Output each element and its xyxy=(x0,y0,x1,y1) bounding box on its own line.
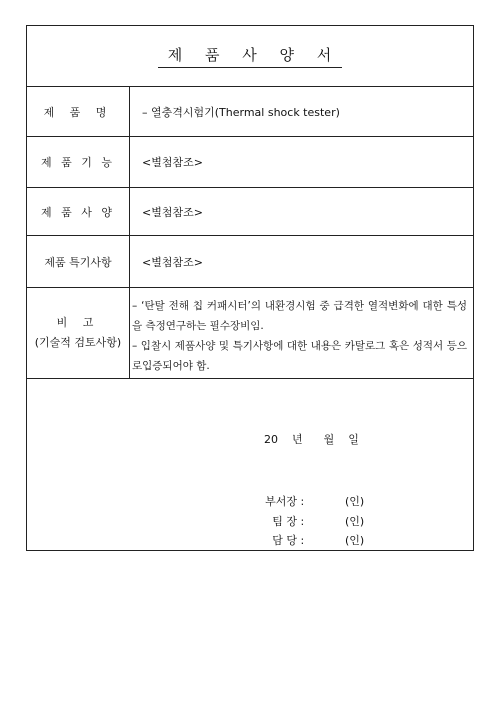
label-product-function: 제 품 기 능 xyxy=(27,137,130,187)
value-product-name: – 열충격시험기(Thermal shock tester) xyxy=(142,105,340,119)
value-product-spec: <별첨참조> xyxy=(142,205,203,219)
value-special-notes: <별첨참조> xyxy=(142,255,203,269)
remarks-paragraph-1: – ‘탄탈 전해 칩 커패시터’의 내환경시험 중 급격한 열적변화에 대한 특성을 측정연구하는 필수장비임. xyxy=(132,300,467,332)
signature-label: 담 당 xyxy=(272,534,297,547)
signature-label: 부서장 xyxy=(265,495,297,508)
signature-line-team-leader xyxy=(245,513,365,529)
row-product-name xyxy=(27,87,473,137)
row-product-function xyxy=(27,137,473,188)
signature-line-staff xyxy=(245,532,365,548)
row-remarks xyxy=(27,288,473,379)
signature-colon: : xyxy=(300,534,305,547)
spec-sheet xyxy=(26,25,474,551)
remarks-label-line1: 비 고 xyxy=(56,316,100,329)
signature-label: 팀 장 xyxy=(272,515,297,528)
document-title: 제 품 사 양 서 xyxy=(158,44,343,68)
signature-stamp: (인) xyxy=(345,534,365,547)
row-special-notes xyxy=(27,236,473,288)
label-product-spec: 제 품 사 양 xyxy=(27,188,130,235)
signature-area xyxy=(27,379,473,550)
label-product-name: 제 품 명 xyxy=(27,87,130,136)
signature-stamp: (인) xyxy=(345,515,365,528)
signature-colon: : xyxy=(300,515,305,528)
signature-stamp: (인) xyxy=(345,495,365,508)
signature-date: 20 년 월 일 xyxy=(264,433,359,446)
signature-line-department-head xyxy=(245,493,365,509)
title-row xyxy=(27,26,473,87)
remarks-paragraph-2: – 입찰시 제품사양 및 특기사항에 대한 내용은 카탈로그 혹은 성적서 등으로입증되어야 함. xyxy=(132,340,467,372)
document-title-wrapper xyxy=(27,44,473,68)
remarks-content xyxy=(130,288,473,378)
remarks-label-line2: (기술적 검토사항) xyxy=(34,336,122,349)
row-product-spec xyxy=(27,188,473,236)
signature-colon: : xyxy=(300,495,305,508)
value-product-function: <별첨참조> xyxy=(142,156,203,169)
label-remarks xyxy=(27,288,130,378)
label-special-notes: 제품 특기사항 xyxy=(27,236,130,287)
